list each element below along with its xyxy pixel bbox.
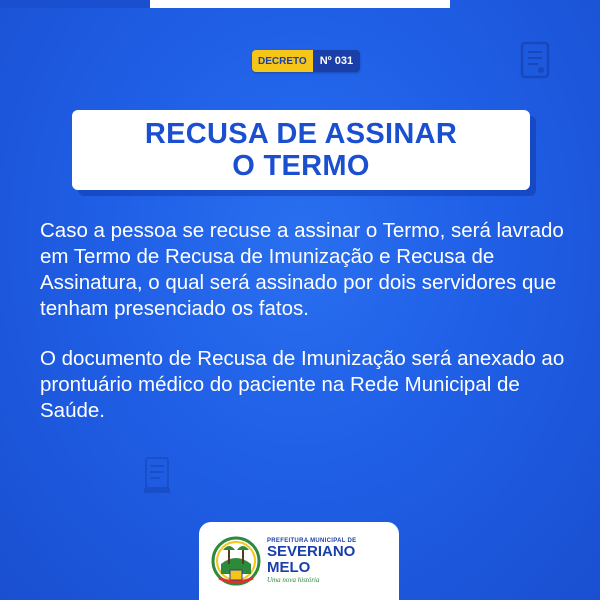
decree-badge — [252, 50, 360, 72]
paragraph-2: O documento de Recusa de Imunização será anexado ao prontuário médico do paciente na Rede Municipal de Saúde. — [40, 347, 565, 422]
document-icon — [518, 40, 554, 80]
pen-icon — [140, 456, 174, 496]
title-line-2: O TERMO — [232, 150, 370, 182]
top-strip-left — [0, 0, 150, 8]
title-box — [72, 110, 530, 190]
logo-slogan: Uma nova história — [267, 576, 320, 584]
decree-number: Nº 031 — [313, 50, 360, 72]
title-line-1: RECUSA DE ASSINAR — [144, 118, 458, 150]
paragraph-1: Caso a pessoa se recuse a assinar o Termo, será lavrado em Termo de Recusa de Imunização e Recusa de Assinatura, o qual será assinado por dois servidores que tenham presenciado os fatos. — [40, 219, 564, 320]
decree-label: DECRETO — [252, 50, 313, 72]
top-strip — [150, 0, 450, 8]
logo-prefix: PREFEITURA MUNICIPAL DE — [267, 538, 357, 544]
municipal-logo-card — [199, 522, 399, 600]
logo-texts — [267, 538, 399, 584]
municipal-emblem — [211, 534, 261, 588]
logo-city-name: SEVERIANO MELO — [267, 543, 356, 576]
